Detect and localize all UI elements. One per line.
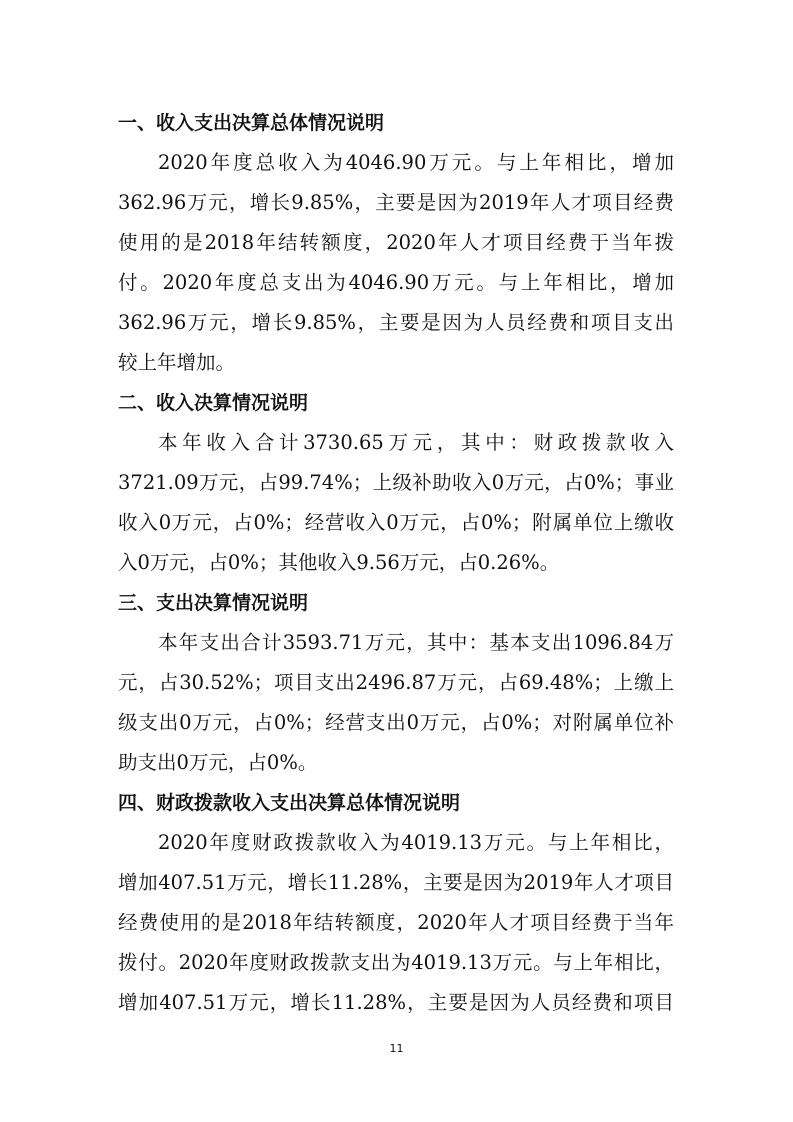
paragraph-line: 362.96万元，增长9.85%，主要是因为2019年人才项目经费	[118, 191, 674, 214]
paragraph-line: 拨付。2020年度财政拨款支出为4019.13万元。与上年相比，	[118, 951, 674, 974]
section-heading: 一、收入支出决算总体情况说明	[118, 112, 385, 134]
section-paragraph	[118, 143, 674, 383]
paragraph-line: 增加407.51万元，增长11.28%，主要是因为2019年人才项目	[118, 871, 674, 894]
section-paragraph	[118, 623, 674, 783]
paragraph-line: 较上年增加。	[118, 351, 236, 374]
paragraph-line: 本年收入合计3730.65万元，其中：财政拨款收入	[158, 431, 674, 454]
page-body	[118, 103, 674, 1023]
section-paragraph	[118, 423, 674, 583]
paragraph-line: 经费使用的是2018年结转额度，2020年人才项目经费于当年	[118, 911, 674, 934]
section-heading: 二、收入决算情况说明	[118, 392, 309, 414]
paragraph-line: 2020年度总收入为4046.90万元。与上年相比，增加	[158, 151, 674, 174]
section-heading: 四、财政拨款收入支出决算总体情况说明	[118, 792, 461, 814]
paragraph-line: 入0万元，占0%；其他收入9.56万元，占0.26%。	[118, 551, 560, 574]
paragraph-line: 付。2020年度总支出为4046.90万元。与上年相比，增加	[118, 271, 674, 294]
paragraph-line: 使用的是2018年结转额度，2020年人才项目经费于当年拨	[118, 231, 674, 254]
paragraph-line: 收入0万元，占0%；经营收入0万元，占0%；附属单位上缴收	[118, 511, 674, 534]
section-paragraph	[118, 823, 674, 1023]
section-heading: 三、支出决算情况说明	[118, 592, 309, 614]
paragraph-line: 3721.09万元，占99.74%；上级补助收入0万元，占0%；事业	[118, 471, 674, 494]
paragraph-line: 元，占30.52%；项目支出2496.87万元，占69.48%；上缴上	[118, 671, 674, 694]
paragraph-line: 本年支出合计3593.71万元，其中：基本支出1096.84万	[158, 631, 674, 654]
paragraph-line: 助支出0万元，占0%。	[118, 751, 318, 774]
paragraph-line: 增加407.51万元，增长11.28%，主要是因为人员经费和项目	[118, 991, 674, 1014]
page-number: 11	[389, 1042, 404, 1055]
paragraph-line: 362.96万元，增长9.85%，主要是因为人员经费和项目支出	[118, 311, 674, 334]
paragraph-line: 级支出0万元，占0%；经营支出0万元，占0%；对附属单位补	[118, 711, 674, 734]
paragraph-line: 2020年度财政拨款收入为4019.13万元。与上年相比，	[158, 831, 674, 854]
